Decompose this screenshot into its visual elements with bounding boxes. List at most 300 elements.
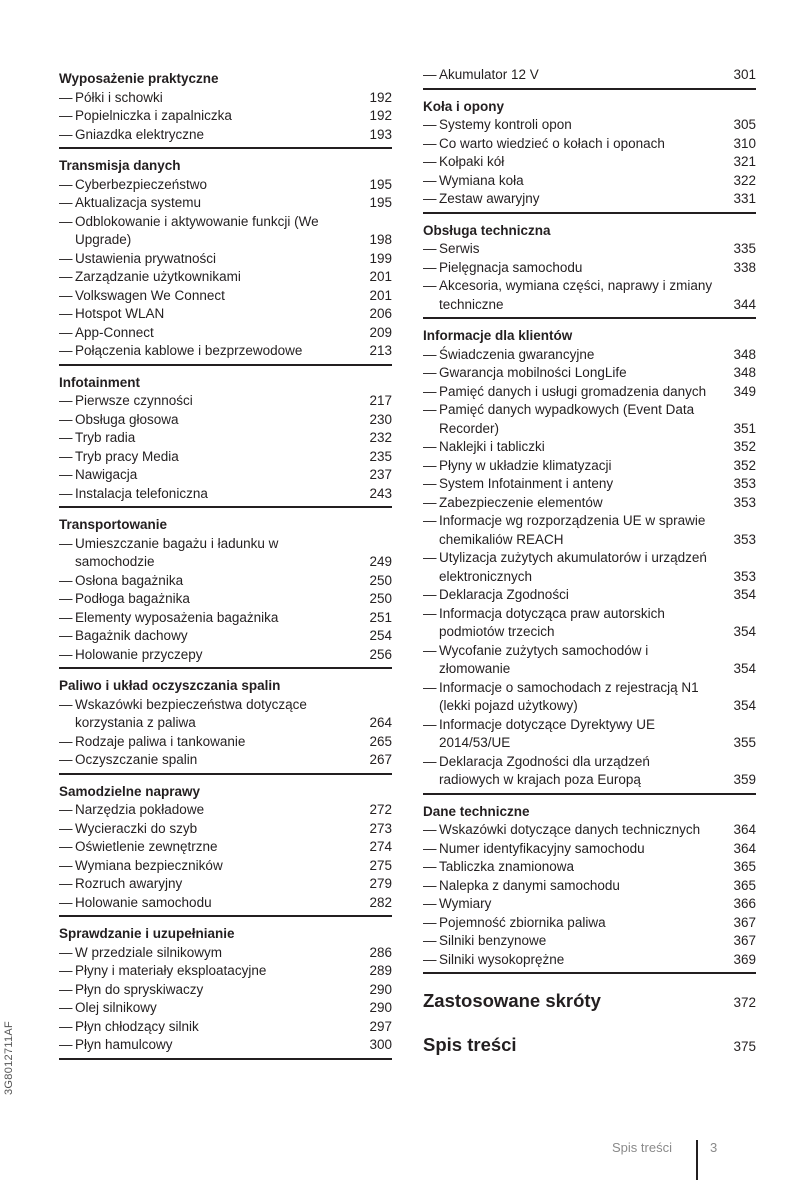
entry-dash: — — [423, 877, 437, 893]
toc-entry[interactable] — [59, 1018, 392, 1037]
entry-title: Akcesoria, wymiana części, naprawy i zmiany techniczne — [439, 278, 713, 312]
toc-entry[interactable] — [59, 194, 392, 213]
toc-entry[interactable] — [423, 259, 756, 278]
entry-title: Oświetlenie zewnętrzne — [75, 839, 218, 854]
entry-page-number: 355 — [733, 735, 756, 750]
toc-entry[interactable] — [423, 383, 756, 402]
entry-dash: — — [423, 605, 437, 621]
entry-dash: — — [59, 250, 73, 266]
toc-entry[interactable] — [59, 107, 392, 126]
entry-title: Obsługa głosowa — [75, 411, 179, 427]
entry-title: Akumulator 12 V — [439, 67, 539, 82]
section-title[interactable]: Transmisja danych — [59, 158, 181, 173]
entry-dash: — — [59, 430, 73, 445]
entry-title: Ustawienia prywatności — [75, 250, 217, 266]
toc-entry[interactable] — [423, 172, 756, 191]
entry-dash: — — [423, 117, 437, 132]
entry-title: Wycieraczki do szyb — [75, 820, 198, 836]
entry-dash: — — [59, 485, 73, 501]
entry-title: Informacje o samochodach z rejestracją N1 (lekki pojazd użytkowy) — [439, 679, 699, 713]
major-entry-page-number: 372 — [733, 995, 756, 1010]
toc-entry[interactable] — [59, 535, 392, 572]
entry-dash: — — [59, 126, 73, 142]
entry-title: Zabezpieczenie elementów — [439, 494, 603, 510]
toc-entry[interactable] — [59, 820, 392, 839]
entry-title: Wymiana koła — [439, 172, 524, 188]
entry-title: Płyny i materiały eksploatacyjne — [75, 963, 267, 978]
entry-dash: — — [59, 591, 73, 606]
entry-dash: — — [59, 1018, 73, 1034]
entry-title: Narzędzia pokładowe — [75, 802, 205, 817]
entry-title: Holowanie samochodu — [75, 894, 212, 910]
entry-page-number: 272 — [369, 802, 392, 817]
entry-title: Wycofanie zużytych samochodów i złomowanie — [439, 642, 649, 676]
section-title[interactable]: Informacje dla klientów — [423, 328, 573, 343]
entry-title: Podłoga bagażnika — [75, 591, 190, 606]
toc-entry[interactable] — [423, 346, 756, 365]
entry-dash: — — [423, 896, 437, 911]
toc-entry[interactable] — [59, 838, 392, 857]
entry-title: Nalepka z danymi samochodu — [439, 877, 620, 893]
entry-page-number: 195 — [369, 176, 392, 192]
entry-page-number: 250 — [369, 572, 392, 588]
entry-page-number: 199 — [369, 250, 392, 266]
entry-page-number: 364 — [733, 840, 756, 856]
entry-title: W przedziale silnikowym — [75, 944, 223, 960]
entry-dash: — — [423, 716, 437, 732]
toc-entry[interactable] — [59, 944, 392, 963]
entry-dash: — — [59, 535, 73, 551]
entry-page-number: 279 — [369, 876, 392, 891]
toc-entry[interactable] — [423, 605, 756, 642]
entry-title: Zestaw awaryjny — [439, 191, 540, 206]
entry-title: Systemy kontroli opon — [439, 117, 572, 132]
entry-dash: — — [423, 476, 437, 491]
entry-page-number: 321 — [733, 154, 756, 169]
section-title[interactable]: Transportowanie — [59, 517, 168, 532]
entry-page-number: 256 — [369, 646, 392, 662]
entry-page-number: 250 — [369, 591, 392, 606]
toc-entry[interactable] — [59, 857, 392, 876]
entry-dash: — — [59, 393, 73, 408]
toc-entry[interactable] — [59, 448, 392, 467]
toc-entry[interactable] — [423, 549, 756, 586]
entry-title: Nawigacja — [75, 467, 138, 482]
toc-entry[interactable] — [423, 877, 756, 896]
entry-title: Hotspot WLAN — [75, 306, 165, 321]
toc-entry[interactable] — [59, 429, 392, 448]
entry-dash: — — [59, 752, 73, 767]
entry-dash: — — [59, 802, 73, 817]
toc-entry[interactable] — [59, 894, 392, 913]
entry-page-number: 267 — [369, 752, 392, 767]
section-title[interactable]: Koła i opony — [423, 98, 504, 114]
toc-entry[interactable] — [423, 716, 756, 753]
toc-entry[interactable] — [59, 696, 392, 733]
entry-page-number: 230 — [369, 411, 392, 427]
entry-dash: — — [423, 587, 437, 602]
toc-entry[interactable] — [423, 240, 756, 259]
entry-dash: — — [423, 172, 437, 188]
entry-title: Cyberbezpieczeństwo — [75, 176, 208, 192]
entry-page-number: 338 — [733, 259, 756, 275]
entry-title: Numer identyfikacyjny samochodu — [439, 840, 645, 856]
entry-dash: — — [423, 191, 437, 206]
entry-page-number: 351 — [733, 420, 756, 436]
toc-entry[interactable] — [423, 135, 756, 154]
toc-column-left — [59, 68, 392, 1066]
toc-entry[interactable] — [59, 287, 392, 306]
toc-entry[interactable] — [59, 305, 392, 324]
entry-dash: — — [59, 733, 73, 749]
entry-dash: — — [59, 411, 73, 427]
entry-title: Odblokowanie i aktywowanie funkcji (We Upgrade) — [75, 213, 319, 247]
entry-page-number: 192 — [369, 89, 392, 105]
toc-entry[interactable] — [423, 364, 756, 383]
entry-dash: — — [423, 753, 437, 769]
entry-page-number: 243 — [369, 485, 392, 501]
entry-page-number: 331 — [733, 191, 756, 206]
entry-dash: — — [59, 944, 73, 960]
toc-major-entry-abbreviations[interactable] — [423, 988, 756, 1014]
section-title[interactable]: Paliwo i układ oczyszczania spalin — [59, 678, 281, 693]
toc-entry[interactable] — [423, 457, 756, 476]
toc-entry[interactable] — [59, 392, 392, 411]
entry-title: Rodzaje paliwa i tankowanie — [75, 733, 246, 749]
toc-entry[interactable] — [59, 213, 392, 250]
entry-dash: — — [423, 550, 437, 565]
entry-page-number: 369 — [733, 951, 756, 967]
toc-entry[interactable] — [423, 190, 756, 209]
entry-dash: — — [423, 259, 437, 275]
entry-page-number: 275 — [369, 857, 392, 873]
entry-title: Gwarancja mobilności LongLife — [439, 365, 627, 380]
entry-page-number: 305 — [733, 117, 756, 132]
entry-title: Informacje wg rozporządzenia UE w sprawie chemikaliów REACH — [439, 513, 706, 547]
section-title[interactable]: Samodzielne naprawy — [59, 783, 201, 799]
entry-dash: — — [59, 324, 73, 340]
toc-section — [59, 372, 392, 509]
entry-page-number: 289 — [369, 963, 392, 978]
entry-dash: — — [59, 820, 73, 836]
toc-entry[interactable] — [423, 66, 756, 85]
entry-dash: — — [423, 365, 437, 380]
entry-title: Naklejki i tabliczki — [439, 439, 545, 454]
footer-page-number: 3 — [709, 1140, 718, 1155]
entry-page-number: 348 — [733, 365, 756, 380]
toc-entry[interactable] — [59, 627, 392, 646]
entry-dash: — — [59, 981, 73, 997]
toc-entry[interactable] — [423, 401, 756, 438]
toc-section — [59, 781, 392, 918]
entry-dash: — — [423, 859, 437, 874]
entry-page-number: 213 — [369, 343, 392, 358]
toc-entry[interactable] — [59, 875, 392, 894]
toc-entry[interactable] — [423, 821, 756, 840]
entry-dash: — — [59, 287, 73, 303]
entry-dash: — — [423, 840, 437, 856]
toc-entry[interactable] — [59, 324, 392, 343]
toc-entry[interactable] — [423, 951, 756, 970]
toc-section — [59, 155, 392, 366]
footer-divider — [696, 1140, 698, 1180]
entry-dash: — — [423, 346, 437, 362]
entry-page-number: 353 — [733, 476, 756, 491]
entry-title: Pojemność zbiornika paliwa — [439, 914, 606, 930]
entry-dash: — — [59, 448, 73, 464]
entry-title: Gniazdka elektryczne — [75, 126, 205, 142]
toc-entry[interactable] — [423, 642, 756, 679]
entry-page-number: 254 — [369, 628, 392, 643]
entry-title: Półki i schowki — [75, 89, 163, 105]
toc-entry[interactable] — [59, 485, 392, 504]
entry-dash: — — [423, 135, 437, 151]
entry-page-number: 301 — [733, 67, 756, 82]
entry-title: Osłona bagażnika — [75, 572, 184, 588]
entry-dash: — — [423, 933, 437, 948]
entry-page-number: 366 — [733, 896, 756, 911]
toc-section — [423, 220, 756, 320]
toc-entry[interactable] — [59, 89, 392, 108]
entry-dash: — — [59, 609, 73, 625]
entry-title: App-Connect — [75, 324, 154, 340]
document-code: 3G8012711AF — [3, 1020, 15, 1095]
entry-page-number: 249 — [369, 554, 392, 569]
entry-dash: — — [423, 642, 437, 658]
entry-page-number: 198 — [369, 232, 392, 247]
toc-section — [59, 675, 392, 775]
entry-page-number: 232 — [369, 430, 392, 445]
entry-title: Pamięć danych wypadkowych (Event Data Recorder) — [439, 402, 695, 436]
entry-title: Rozruch awaryjny — [75, 876, 183, 891]
entry-dash: — — [59, 1037, 73, 1052]
entry-dash: — — [59, 857, 73, 873]
toc-entry[interactable] — [59, 466, 392, 485]
entry-page-number: 354 — [733, 661, 756, 676]
entry-dash: — — [423, 822, 437, 837]
toc-section — [59, 923, 392, 1060]
section-title[interactable]: Dane techniczne — [423, 803, 530, 819]
toc-entry[interactable] — [423, 475, 756, 494]
entry-page-number: 300 — [369, 1037, 392, 1052]
toc-section — [59, 68, 392, 149]
entry-title: Umieszczanie bagażu i ładunku w samochodzie — [75, 535, 279, 569]
toc-entry[interactable] — [423, 438, 756, 457]
entry-dash: — — [59, 343, 73, 358]
toc-entry[interactable] — [423, 586, 756, 605]
entry-page-number: 352 — [733, 439, 756, 454]
section-title[interactable]: Wyposażenie praktyczne — [59, 71, 219, 86]
entry-page-number: 286 — [369, 944, 392, 960]
entry-title: System Infotainment i anteny — [439, 476, 614, 491]
toc-major-entry-contents[interactable] — [423, 1032, 756, 1058]
entry-title: Co warto wiedzieć o kołach i oponach — [439, 135, 665, 151]
entry-dash: — — [59, 108, 73, 123]
entry-title: Świadczenia gwarancyjne — [439, 346, 595, 362]
entry-dash: — — [59, 646, 73, 662]
toc-section — [423, 66, 756, 90]
entry-title: Połączenia kablowe i bezprzewodowe — [75, 343, 303, 358]
entry-page-number: 354 — [733, 624, 756, 639]
entry-title: Silniki benzynowe — [439, 933, 547, 948]
toc-section — [423, 801, 756, 975]
entry-title: Elementy wyposażenia bagażnika — [75, 609, 279, 625]
entry-dash: — — [59, 963, 73, 978]
toc-entry[interactable] — [59, 646, 392, 665]
entry-dash: — — [59, 572, 73, 588]
entry-page-number: 235 — [369, 448, 392, 464]
entry-dash: — — [59, 876, 73, 891]
toc-entry[interactable] — [59, 176, 392, 195]
entry-title: Popielniczka i zapalniczka — [75, 108, 232, 123]
entry-dash: — — [423, 67, 437, 82]
entry-title: Oczyszczanie spalin — [75, 752, 198, 767]
entry-title: Płyny w układzie klimatyzacji — [439, 457, 612, 473]
toc-entry[interactable] — [59, 1036, 392, 1055]
entry-page-number: 209 — [369, 324, 392, 340]
entry-page-number: 322 — [733, 172, 756, 188]
entry-page-number: 282 — [369, 894, 392, 910]
entry-page-number: 353 — [733, 531, 756, 547]
toc-entry[interactable] — [59, 590, 392, 609]
toc-entry[interactable] — [423, 895, 756, 914]
entry-page-number: 354 — [733, 587, 756, 602]
entry-title: Instalacja telefoniczna — [75, 485, 208, 501]
entry-dash: — — [59, 306, 73, 321]
entry-page-number: 217 — [369, 393, 392, 408]
entry-page-number: 353 — [733, 494, 756, 510]
toc-entry[interactable] — [423, 858, 756, 877]
entry-dash: — — [423, 951, 437, 967]
entry-title: Wskazówki bezpieczeństwa dotyczące korzystania z paliwa — [75, 696, 307, 730]
toc-entry[interactable] — [423, 679, 756, 716]
entry-title: Pamięć danych i usługi gromadzenia danych — [439, 383, 707, 399]
entry-page-number: 273 — [369, 820, 392, 836]
entry-dash: — — [59, 89, 73, 105]
entry-dash: — — [59, 467, 73, 482]
entry-page-number: 352 — [733, 457, 756, 473]
entry-title: Serwis — [439, 241, 480, 256]
entry-page-number: 290 — [369, 1000, 392, 1015]
toc-entry[interactable] — [423, 512, 756, 549]
entry-title: Aktualizacja systemu — [75, 195, 202, 210]
toc-entry[interactable] — [423, 753, 756, 790]
section-title[interactable]: Obsługa techniczna — [423, 222, 551, 238]
toc-entry[interactable] — [59, 962, 392, 981]
toc-entry[interactable] — [59, 733, 392, 752]
entry-page-number: 274 — [369, 839, 392, 854]
entry-title: Tabliczka znamionowa — [439, 859, 575, 874]
toc-entry[interactable] — [59, 751, 392, 770]
entry-page-number: 264 — [369, 715, 392, 730]
toc-entry[interactable] — [59, 999, 392, 1018]
entry-dash: — — [59, 176, 73, 192]
entry-dash: — — [423, 241, 437, 256]
entry-dash: — — [423, 154, 437, 169]
entry-title: Olej silnikowy — [75, 1000, 157, 1015]
entry-dash: — — [423, 278, 437, 293]
section-title[interactable]: Infotainment — [59, 374, 140, 390]
entry-page-number: 367 — [733, 914, 756, 930]
entry-title: Tryb pracy Media — [75, 448, 179, 464]
entry-page-number: 192 — [369, 108, 392, 123]
toc-entry[interactable] — [59, 126, 392, 145]
toc-entry[interactable] — [59, 268, 392, 287]
entry-title: Informacje dotyczące Dyrektywy UE 2014/53/UE — [439, 716, 656, 750]
entry-page-number: 365 — [733, 859, 756, 874]
toc-entry[interactable] — [59, 609, 392, 628]
entry-page-number: 206 — [369, 306, 392, 321]
entry-page-number: 251 — [369, 609, 392, 625]
section-title[interactable]: Sprawdzanie i uzupełnianie — [59, 926, 235, 941]
entry-page-number: 195 — [369, 195, 392, 210]
toc-entry[interactable] — [59, 342, 392, 361]
toc-entry[interactable] — [423, 153, 756, 172]
toc-entry[interactable] — [423, 116, 756, 135]
entry-page-number: 367 — [733, 933, 756, 948]
entry-page-number: 335 — [733, 241, 756, 256]
entry-title: Wymiary — [439, 896, 492, 911]
entry-dash: — — [423, 439, 437, 454]
toc-entry[interactable] — [59, 411, 392, 430]
entry-dash: — — [59, 269, 73, 284]
entry-title: Zarządzanie użytkownikami — [75, 269, 241, 284]
toc-entry[interactable] — [423, 932, 756, 951]
entry-page-number: 201 — [369, 269, 392, 284]
toc-entry[interactable] — [59, 572, 392, 591]
entry-page-number: 290 — [369, 981, 392, 997]
entry-page-number: 359 — [733, 772, 756, 787]
entry-title: Wskazówki dotyczące danych technicznych — [439, 822, 701, 837]
entry-page-number: 310 — [733, 135, 756, 151]
entry-title: Utylizacja zużytych akumulatorów i urządzeń elektronicznych — [439, 550, 707, 584]
toc-entry[interactable] — [423, 277, 756, 314]
entry-dash: — — [423, 914, 437, 930]
entry-title: Volkswagen We Connect — [75, 287, 225, 303]
entry-title: Deklaracja Zgodności — [439, 587, 569, 602]
toc-entry[interactable] — [423, 494, 756, 513]
entry-page-number: 344 — [733, 296, 756, 312]
entry-dash: — — [423, 679, 437, 695]
entry-title: Tryb radia — [75, 430, 136, 445]
entry-dash: — — [423, 494, 437, 510]
toc-section — [59, 514, 392, 669]
entry-page-number: 354 — [733, 698, 756, 713]
entry-title: Płyn do spryskiwaczy — [75, 981, 204, 997]
entry-title: Płyn hamulcowy — [75, 1037, 173, 1052]
toc-section — [423, 325, 756, 795]
entry-dash: — — [59, 696, 73, 712]
toc-entry[interactable] — [423, 840, 756, 859]
entry-dash: — — [59, 628, 73, 643]
toc-entry[interactable] — [59, 981, 392, 1000]
entry-title: Holowanie przyczepy — [75, 646, 203, 662]
toc-entry[interactable] — [423, 914, 756, 933]
toc-entry[interactable] — [59, 250, 392, 269]
entry-title: Płyn chłodzący silnik — [75, 1018, 199, 1034]
toc-column-right — [423, 68, 756, 1058]
entry-page-number: 237 — [369, 467, 392, 482]
entry-page-number: 348 — [733, 346, 756, 362]
entry-page-number: 353 — [733, 568, 756, 584]
entry-page-number: 364 — [733, 822, 756, 837]
entry-title: Informacja dotycząca praw autorskich podmiotów trzecich — [439, 605, 665, 639]
entry-dash: — — [423, 383, 437, 399]
toc-entry[interactable] — [59, 801, 392, 820]
entry-title: Kołpaki kół — [439, 154, 505, 169]
entry-page-number: 193 — [369, 126, 392, 142]
entry-dash: — — [423, 402, 437, 417]
